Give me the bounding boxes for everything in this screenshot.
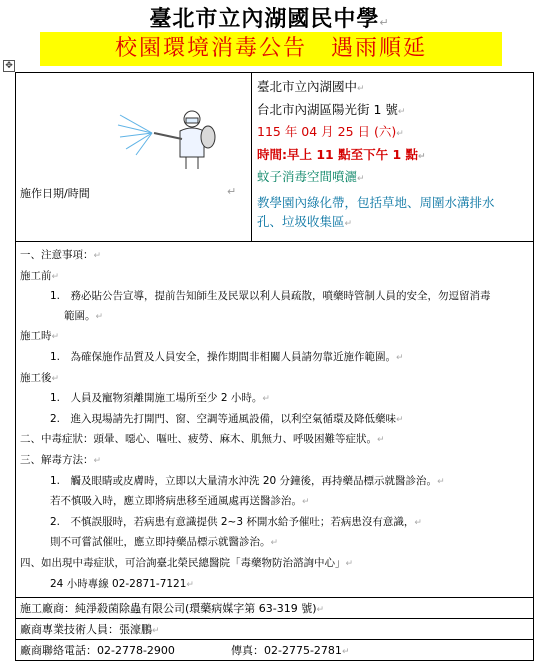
table-move-handle-icon[interactable]: ✥ [3, 60, 15, 72]
after-work-label: 施工後↵ [20, 371, 60, 384]
spray-scope-line2: 孔、垃圾收集區↵ [257, 214, 353, 229]
paragraph-mark: ↵ [227, 185, 237, 198]
page-title: 臺北市立內湖國民中學↵ [149, 7, 390, 32]
antidote-item-2-cont: 則不可嘗試催吐，應立即持藥品標示就醫診治。↵ [50, 536, 279, 549]
school-address: 台北市內湖區陽光街 1 號↵ [257, 101, 406, 117]
spray-date: 115 年 04 月 25 日 (六)↵ [257, 124, 404, 139]
date-time-label: 施作日期/時間 [20, 187, 90, 200]
antidote-item-2: 2. 不慎誤服時，若病患有意識提供 2~3 杯開水給予催吐；若病患沒有意識，↵ [50, 515, 422, 528]
spray-item: 蚊子消毒空間噴灑↵ [257, 169, 365, 184]
column-divider [251, 73, 252, 241]
technician-row: 廠商專業技術人員：張濠鵬↵ [16, 618, 533, 639]
worker-spraying-icon [116, 105, 224, 171]
announcement-table [15, 72, 534, 661]
antidote-item-1-cont: 若不慎吸入時，應立即將病患移至通風處再送醫診治。↵ [50, 495, 310, 508]
after-work-item-2: 2. 進入現場請先打開門、窗、空調等通風設備，以利空氣循環及降低藥味↵ [50, 412, 404, 425]
during-work-item-1: 1. 為確保施作品質及人員安全，操作期間非相關人員請勿靠近施作範圍。↵ [50, 350, 404, 363]
before-work-label: 施工前↵ [20, 269, 60, 282]
notes-section [16, 241, 533, 597]
before-work-item-1-cont: 範圍。↵ [64, 309, 104, 322]
spray-time: 時間:早上 11 點至下午 1 點↵ [257, 146, 426, 162]
antidote-heading: 三、解毒方法：↵ [20, 453, 102, 466]
spray-scope-line1: 教學園內綠化帶，包括草地、周圍水溝排水 [257, 194, 495, 210]
schedule-row [16, 73, 533, 241]
announcement-banner: 校園環境消毒公告 遇雨順延 [40, 32, 502, 66]
school-name: 臺北市立內湖國中↵ [257, 79, 365, 94]
antidote-item-1: 1. 觸及眼睛或皮膚時，立即以大量清水沖洗 20 分鐘後，再持藥品標示就醫診治。↵ [50, 474, 445, 487]
poison-symptoms: 二、中毒症狀：頭暈、噁心、嘔吐、疲勞、麻木、肌無力、呼吸困難等症狀。↵ [20, 433, 385, 446]
during-work-label: 施工時↵ [20, 330, 60, 343]
vendor-phone: 廠商聯絡電話：02-2778-2900 [20, 644, 175, 658]
notes-heading: 一、注意事項：↵ [20, 249, 102, 261]
contact-row [16, 639, 533, 660]
poison-center-info: 四、如出現中毒症狀，可洽詢臺北榮民總醫院「毒藥物防治諮詢中心」↵ [20, 556, 354, 569]
after-work-item-1: 1. 人員及寵物須離開施工場所至少 2 小時。↵ [50, 392, 270, 405]
before-work-item-1: 1. 務必貼公告宣導，提前告知師生及民眾以利人員疏散，噴藥時管制人員的安全，勿逗留消毒 [50, 290, 491, 303]
vendor-row: 施工廠商：純淨殺菌除蟲有限公司(環藥病媒字第 63-319 號)↵ [16, 597, 533, 618]
poison-hotline: 24 小時專線 02-2871-7121↵ [50, 577, 194, 590]
vendor-fax: 傳真：02-2775-2781↵ [231, 644, 350, 658]
schedule-details [257, 77, 529, 235]
